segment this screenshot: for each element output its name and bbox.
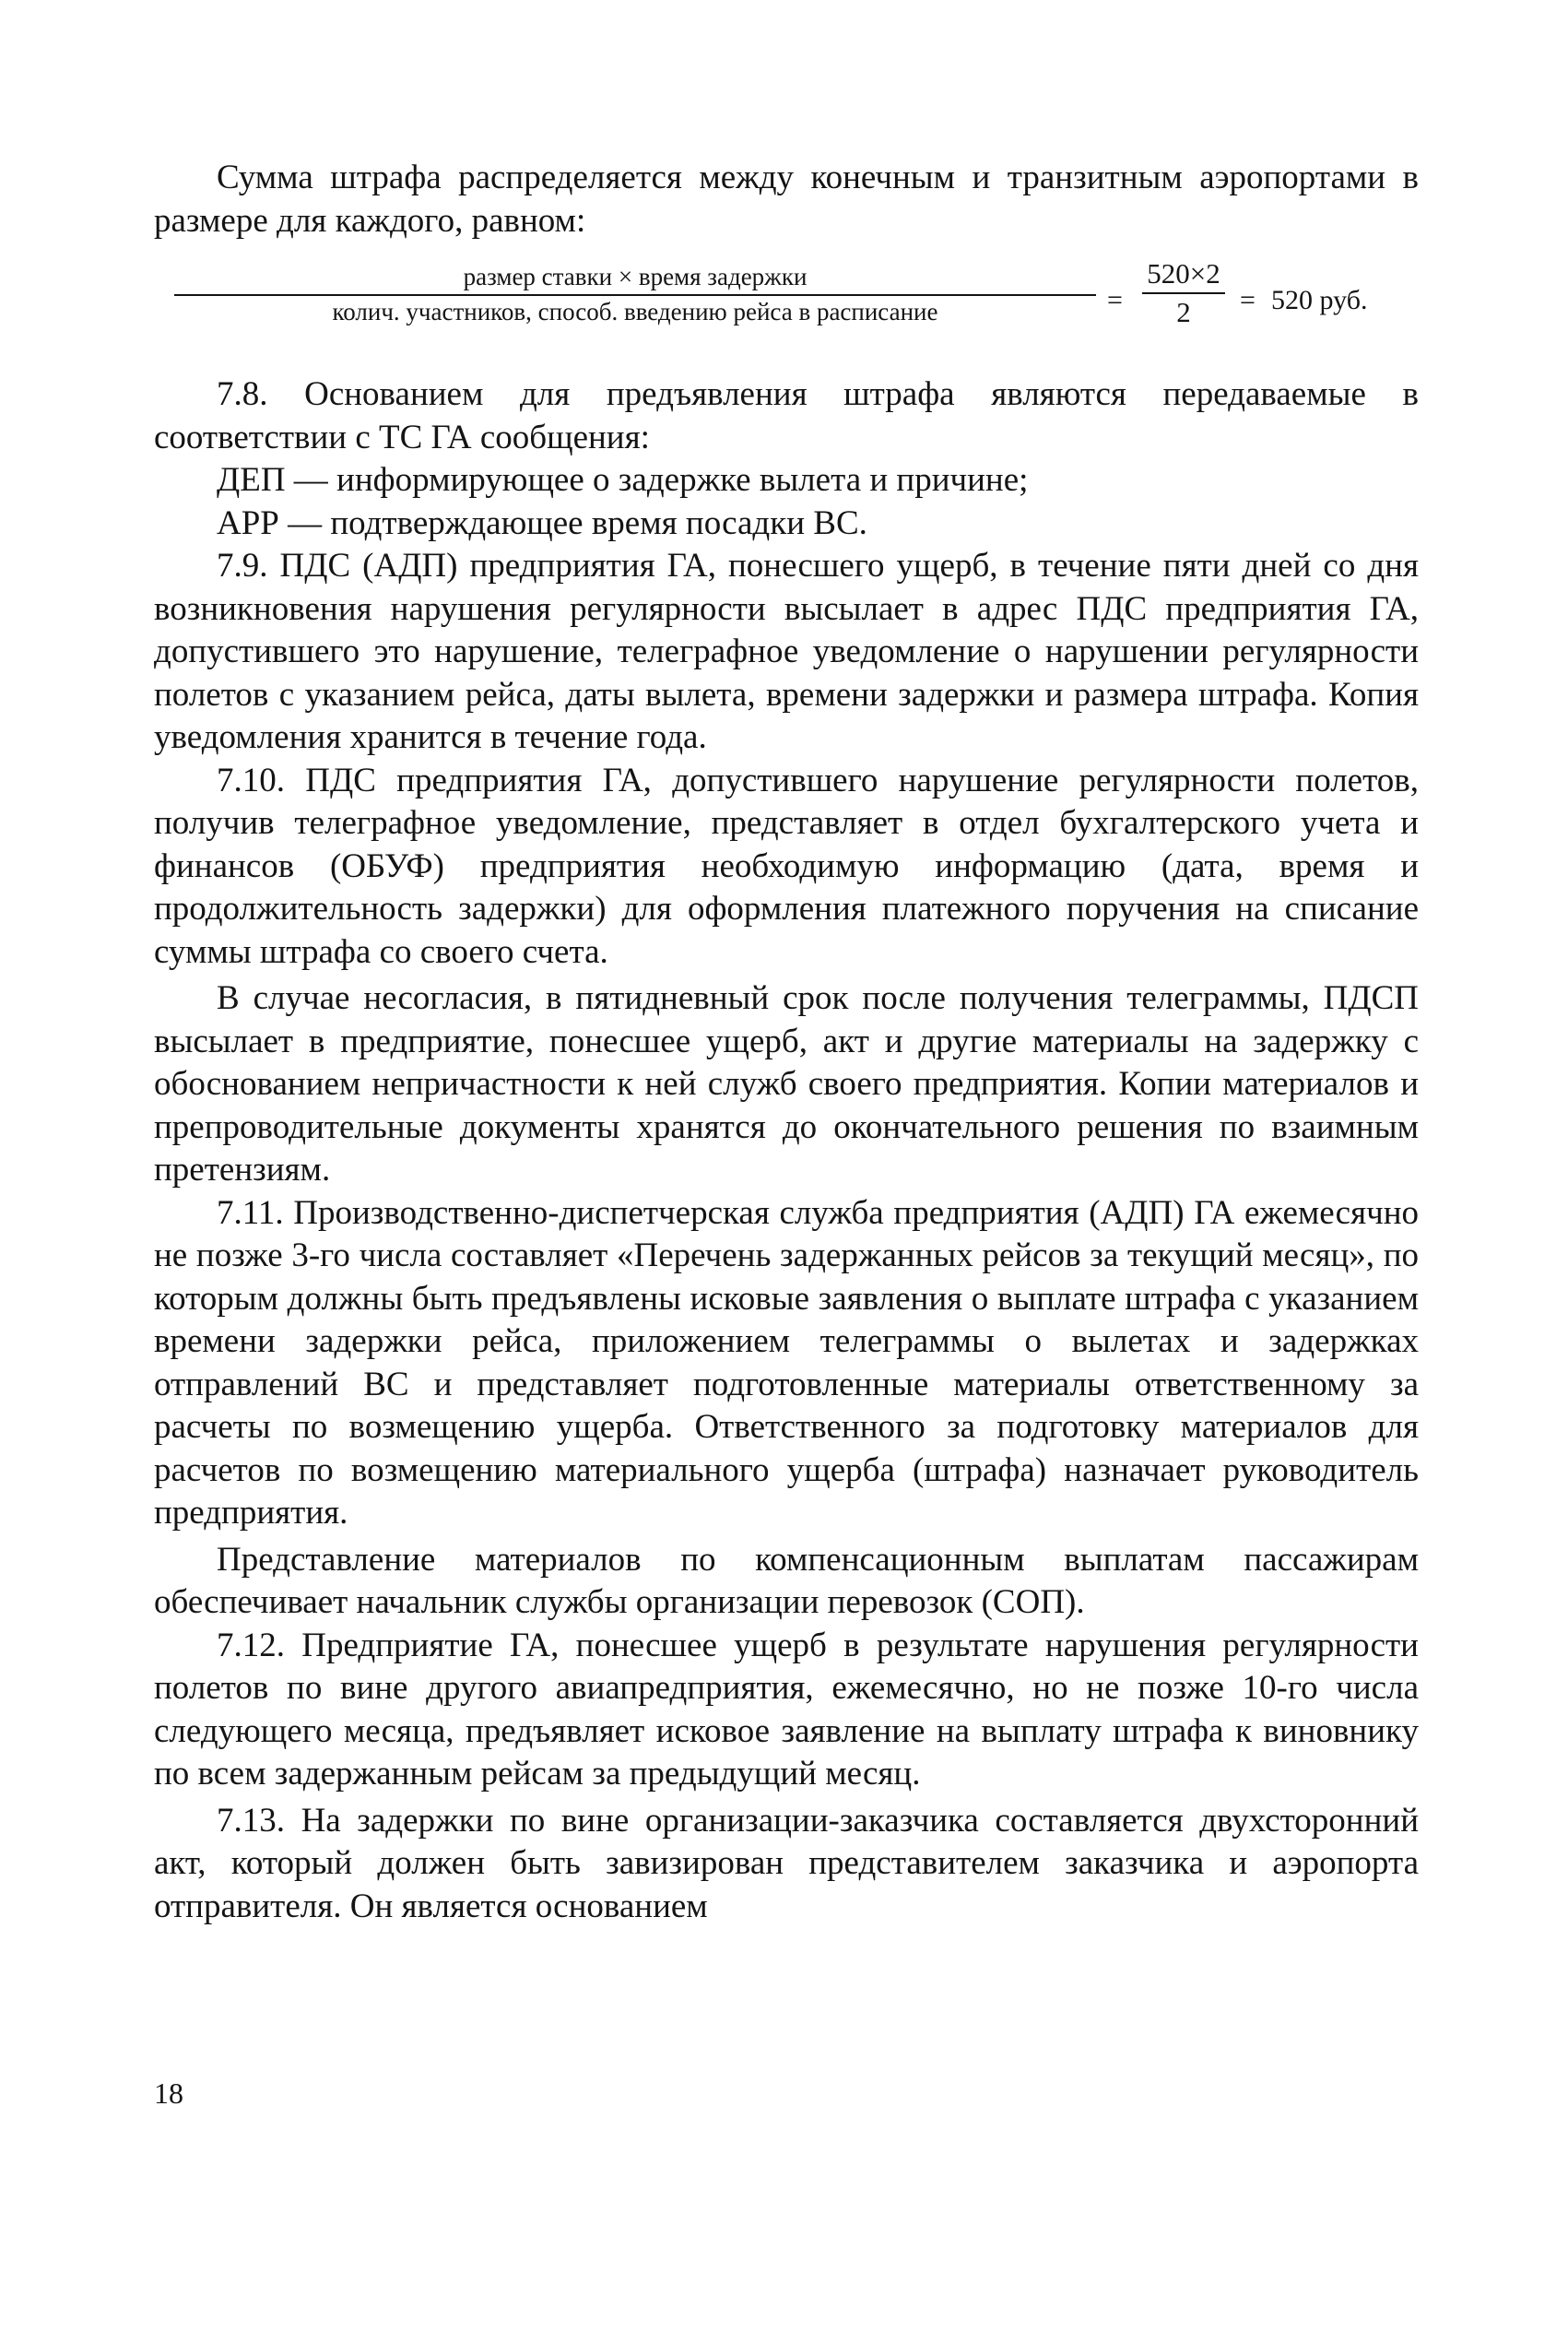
formula-value-fraction — [1142, 257, 1225, 329]
formula-equals-1: = — [1107, 285, 1123, 315]
paragraph-7-9: 7.9. ПДС (АДП) предприятия ГА, понесшего ущерб, в течение пяти дней со дня возникновения нарушения регулярности высылает в адрес ПДС предприятия ГА, допустившего это нарушение, телеграфное уведомление о нарушении регулярности полетов с указанием рейса, даты вылета, времени задержки и размера штрафа. Копия уведомления хранится в течение года. — [154, 547, 1419, 756]
formula-mid-denominator: 2 — [1176, 296, 1191, 328]
paragraph-dep: ДЕП — информирующее о задержке вылета и причине; — [217, 461, 1029, 499]
paragraph-7-8: 7.8. Основанием для предъявления штрафа являются передаваемые в соответствии с ТС ГА сообщения: — [154, 375, 1419, 456]
formula-equals-2: = — [1240, 285, 1256, 315]
formula-mid-numerator: 520×2 — [1142, 257, 1225, 294]
intro-paragraph: Сумма штрафа распределяется между конечным и транзитным аэропортами в размере для каждого, равном: — [154, 159, 1419, 240]
formula-result: 520 руб. — [1271, 285, 1368, 315]
paragraph-disagreement: В случае несогласия, в пятидневный срок после получения телеграммы, ПДСП высылает в предприятие, понесшее ущерб, акт и другие материалы на задержку с обоснованием непричастности к ней служб своего предприятия. Копии материалов и препроводительные документы хранятся до окончательного решения по взаимным претензиям. — [154, 979, 1419, 1189]
page-number: 18 — [154, 2077, 183, 2110]
paragraph-compensation: Представление материалов по компенсационным выплатам пассажирам обеспечивает начальник службы организации перевозок (СОП). — [154, 1540, 1419, 1621]
penalty-formula — [154, 257, 1419, 364]
paragraph-arr: АРР — подтверждающее время посадки ВС. — [217, 503, 867, 542]
paragraph-7-10: 7.10. ПДС предприятия ГА, допустившего нарушение регулярности полетов, получив телеграфное уведомление, представляет в отдел бухгалтерского учета и финансов (ОБУФ) предприятия необходимую информацию (дата, время и продолжительность задержки) для оформления платежного поручения на списание суммы штрафа со своего счета. — [154, 761, 1419, 971]
document-page — [154, 157, 1419, 1928]
paragraph-7-13: 7.13. На задержки по вине организации-заказчика составляется двухсторонний акт, который должен быть завизирован представителем заказчика и аэропорта отправителя. Он является основанием — [154, 1801, 1419, 1925]
formula-denominator: колич. участников, способ. введению рейса в расписание — [332, 298, 938, 325]
paragraph-7-12: 7.12. Предприятие ГА, понесшее ущерб в результате нарушения регулярности полетов по вине другого авиапредприятия, ежемесячно, но не позже 10-го числа следующего месяца, предъявляет исковое заявление на выплату штрафа к виновнику по всем задержанным рейсам за предыдущий месяц. — [154, 1626, 1419, 1793]
paragraph-7-11: 7.11. Производственно-диспетчерская служба предприятия (АДП) ГА ежемесячно не позже 3-го числа составляет «Перечень задержанных рейсов за текущий месяц», по которым должны быть предъявлены исковые заявления о выплате штрафа с указанием времени задержки рейса, приложением телеграммы о вылетах и задержках отправлений ВС и представляет подготовленные материалы ответственному за расчеты по возмещению ущерба. Ответственного за подготовку материалов для расчетов по возмещению материального ущерба (штрафа) назначает руководитель предприятия. — [154, 1193, 1419, 1532]
formula-main-fraction — [174, 263, 1096, 326]
formula-numerator: размер ставки × время задержки — [174, 263, 1096, 296]
